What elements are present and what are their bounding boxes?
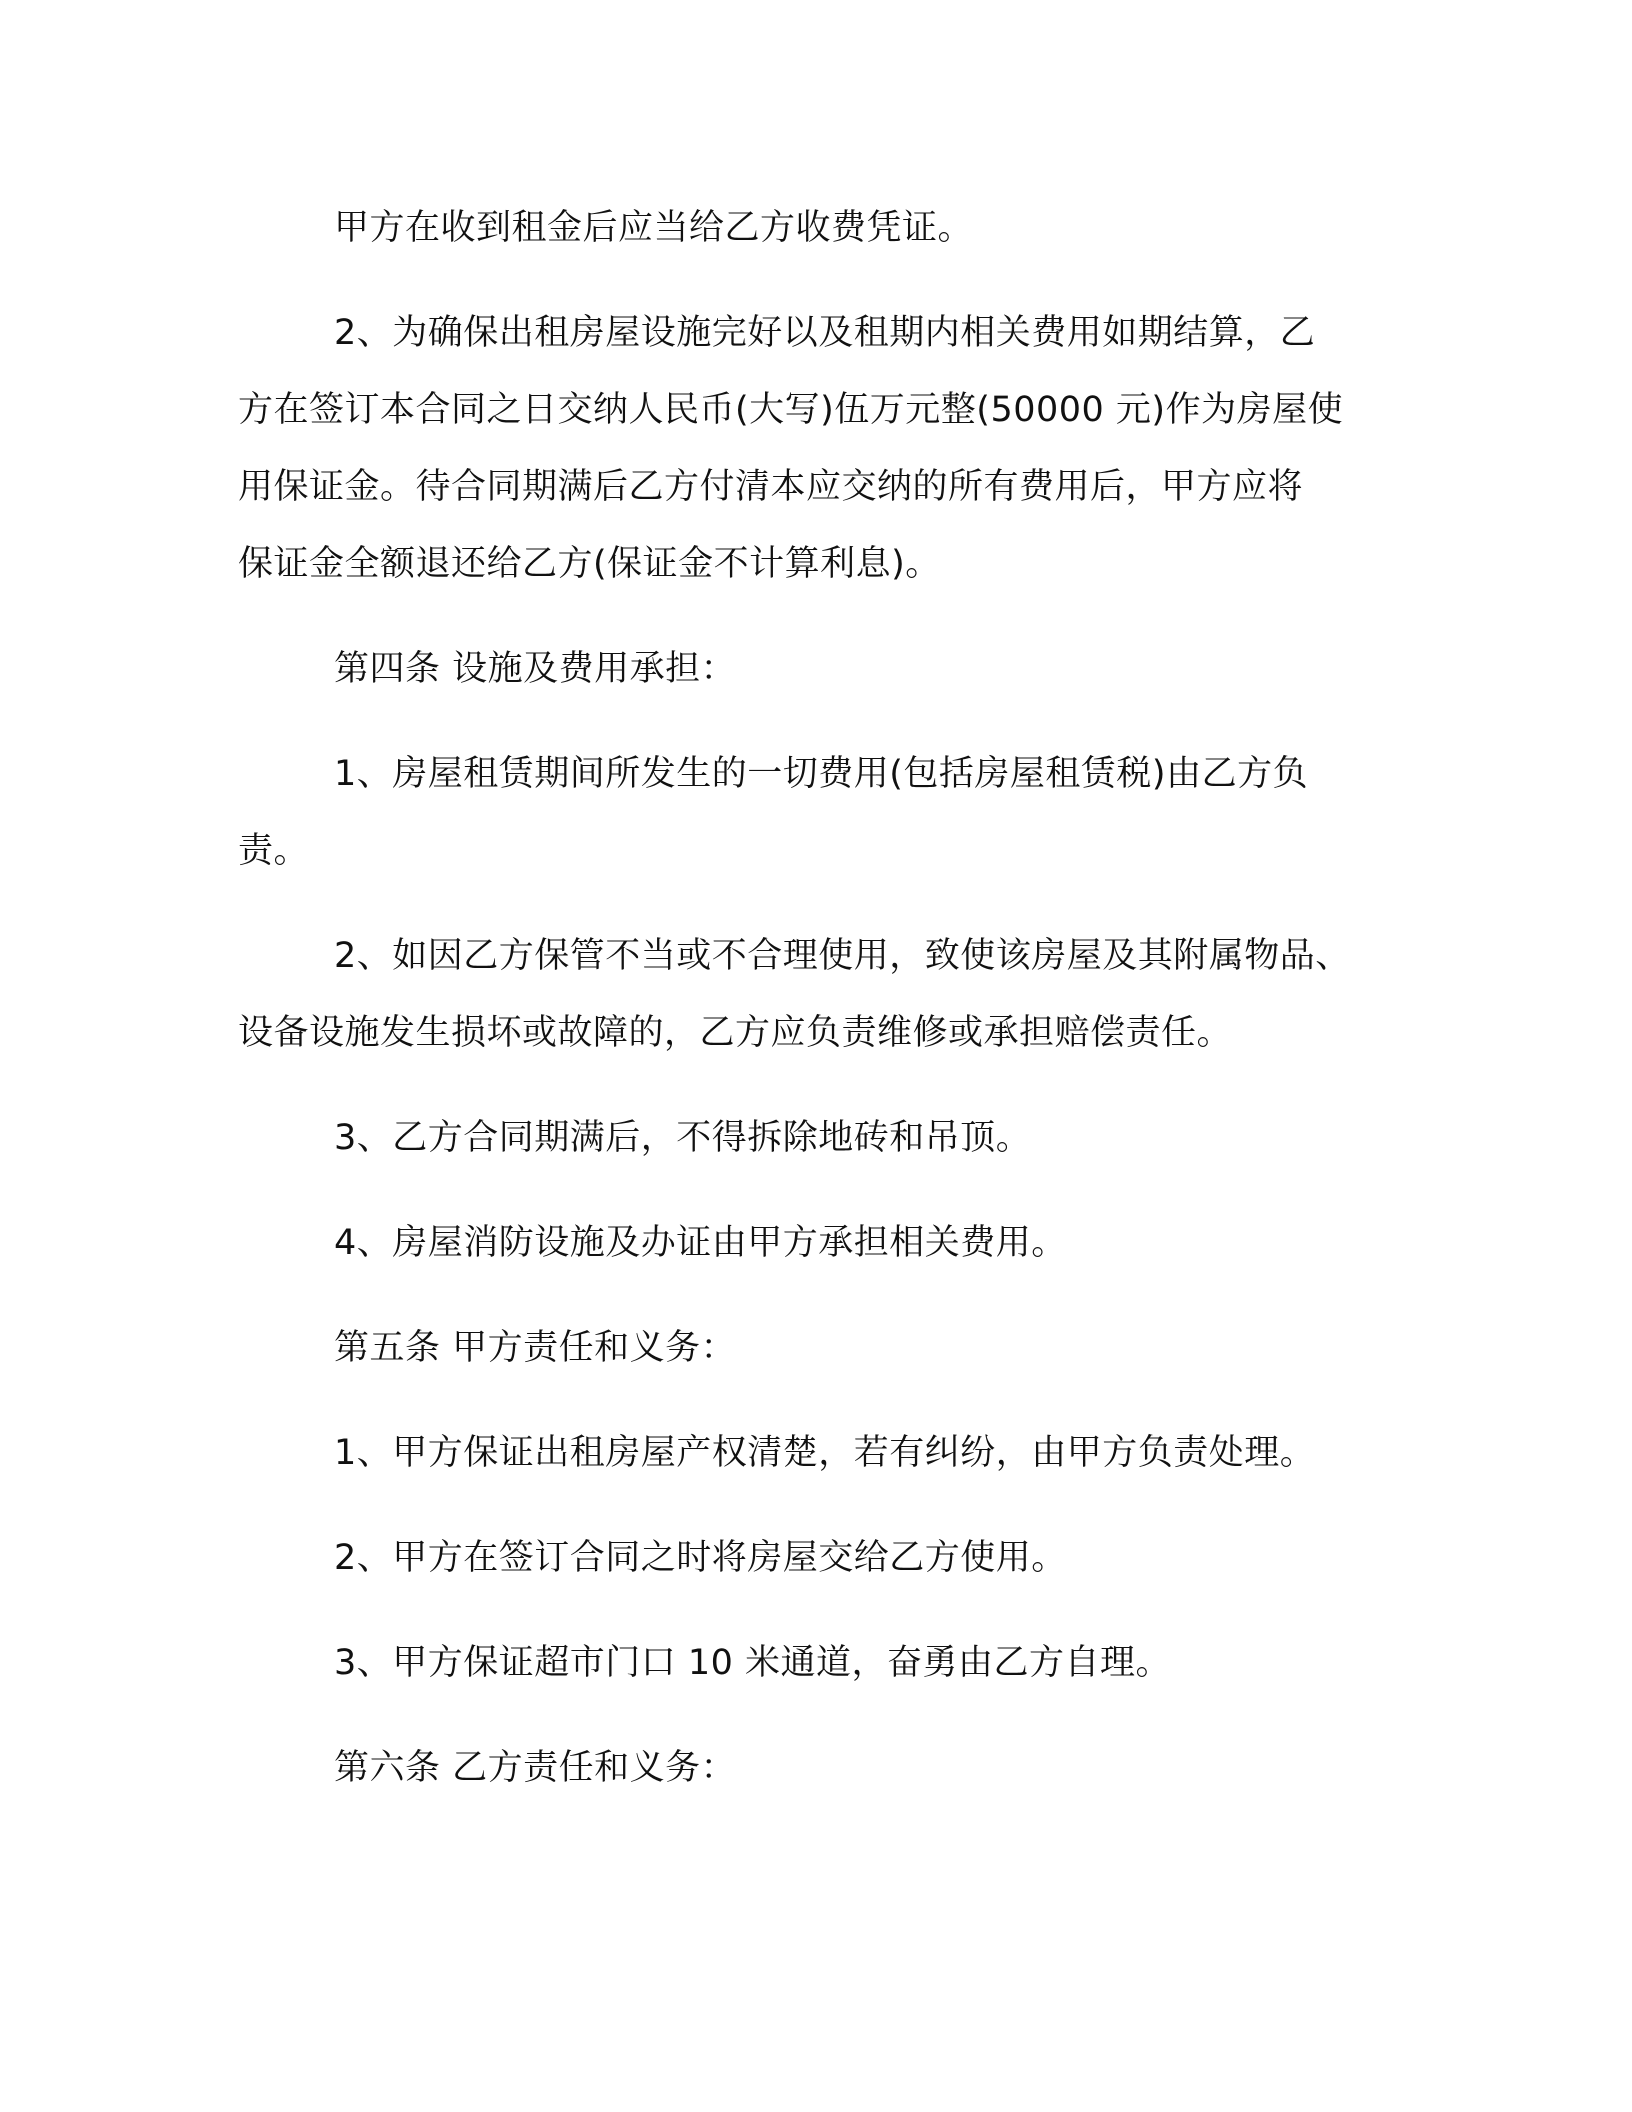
paragraph-deposit xyxy=(238,295,1398,603)
section-heading-article-6 xyxy=(238,1730,1398,1807)
text-line: 3、乙方合同期满后，不得拆除地砖和吊顶。 xyxy=(334,1118,1032,1158)
text-line: 2、如因乙方保管不当或不合理使用，致使该房屋及其附属物品、 xyxy=(334,936,1351,976)
text-line: 2、甲方在签订合同之时将房屋交给乙方使用。 xyxy=(334,1538,1067,1578)
paragraph-article-5-item-2 xyxy=(238,1520,1398,1597)
section-heading-article-4 xyxy=(238,631,1398,708)
paragraph-article-4-item-3 xyxy=(238,1100,1398,1177)
text-line: 1、房屋租赁期间所发生的一切费用(包括房屋租赁税)由乙方负 xyxy=(334,754,1309,794)
paragraph-article-5-item-3 xyxy=(238,1625,1398,1702)
paragraph-receipt xyxy=(238,190,1398,267)
text-line: 第六条 乙方责任和义务： xyxy=(334,1748,737,1788)
text-line: 第五条 甲方责任和义务： xyxy=(334,1328,737,1368)
text-line: 方在签订本合同之日交纳人民币(大写)伍万元整(50000 元)作为房屋使 xyxy=(238,390,1344,430)
paragraph-article-4-item-1 xyxy=(238,736,1398,890)
text-line: 保证金全额退还给乙方(保证金不计算利息)。 xyxy=(238,544,941,584)
text-line: 用保证金。待合同期满后乙方付清本应交纳的所有费用后，甲方应将 xyxy=(238,467,1304,507)
text-line: 1、甲方保证出租房屋产权清楚，若有纠纷，由甲方负责处理。 xyxy=(334,1433,1316,1473)
paragraph-article-4-item-4 xyxy=(238,1205,1398,1282)
text-line: 4、房屋消防设施及办证由甲方承担相关费用。 xyxy=(334,1223,1067,1263)
section-heading-article-5 xyxy=(238,1310,1398,1387)
text-line: 责。 xyxy=(238,831,310,871)
paragraph-article-4-item-2 xyxy=(238,918,1398,1072)
document-body xyxy=(238,190,1398,1807)
text-line: 3、甲方保证超市门口 10 米通道，奋勇由乙方自理。 xyxy=(334,1643,1172,1683)
text-line: 2、为确保出租房屋设施完好以及租期内相关费用如期结算，乙 xyxy=(334,313,1316,353)
text-line: 第四条 设施及费用承担： xyxy=(334,649,737,689)
text-line: 甲方在收到租金后应当给乙方收费凭证。 xyxy=(334,208,974,248)
paragraph-article-5-item-1 xyxy=(238,1415,1398,1492)
text-line: 设备设施发生损坏或故障的，乙方应负责维修或承担赔偿责任。 xyxy=(238,1013,1233,1053)
